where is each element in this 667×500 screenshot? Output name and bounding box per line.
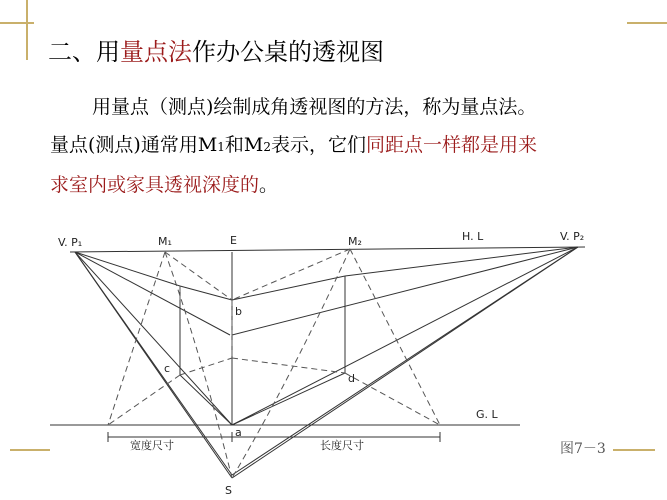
decor-top-rule-right bbox=[627, 22, 667, 24]
horizon-line bbox=[70, 247, 585, 252]
para-line3-end: 。 bbox=[259, 174, 279, 196]
decor-bottom-rule-right bbox=[613, 449, 655, 451]
label-s: S bbox=[225, 484, 232, 497]
label-a: a bbox=[235, 426, 242, 439]
label-length: 长度尺寸 bbox=[320, 439, 364, 452]
decor-vertical-rule bbox=[26, 0, 28, 60]
label-vp2: V. P₂ bbox=[560, 230, 585, 243]
para-line2-c: 表示，它们 bbox=[271, 134, 367, 156]
body-paragraph bbox=[50, 88, 650, 204]
label-b: b bbox=[235, 305, 242, 318]
label-m2: M₂ bbox=[348, 235, 362, 248]
label-gl: G. L bbox=[476, 408, 498, 421]
figure-caption: 图7－3 bbox=[560, 441, 606, 457]
decor-bottom-rule-left bbox=[10, 449, 50, 451]
para-line2-b: 和M bbox=[224, 134, 264, 156]
decor-top-rule-left bbox=[0, 22, 34, 24]
label-vp1: V. P₁ bbox=[58, 236, 83, 249]
title-suffix: 作办公桌的透视图 bbox=[192, 38, 384, 66]
label-d: d bbox=[348, 372, 355, 385]
para-line2-highlight: 同距点一样都是用来 bbox=[366, 134, 538, 156]
label-m1: M₁ bbox=[158, 235, 172, 248]
slide-title bbox=[48, 32, 384, 67]
para-line2-a: 量点(测点)通常用M bbox=[50, 134, 218, 156]
para-line1: 用量点（测点)绘制成角透视图的方法，称为量点法。 bbox=[92, 96, 537, 118]
title-prefix: 二、用 bbox=[48, 38, 120, 66]
m1-subscript: 1 bbox=[217, 140, 225, 154]
title-highlight: 量点法 bbox=[120, 38, 192, 66]
label-c: c bbox=[164, 362, 171, 375]
label-width: 宽度尺寸 bbox=[130, 439, 174, 452]
label-e: E bbox=[230, 234, 237, 247]
label-hl: H. L bbox=[462, 230, 484, 243]
para-line3-highlight: 求室内或家具透视深度的 bbox=[50, 174, 260, 196]
m2-subscript: 2 bbox=[263, 140, 272, 154]
